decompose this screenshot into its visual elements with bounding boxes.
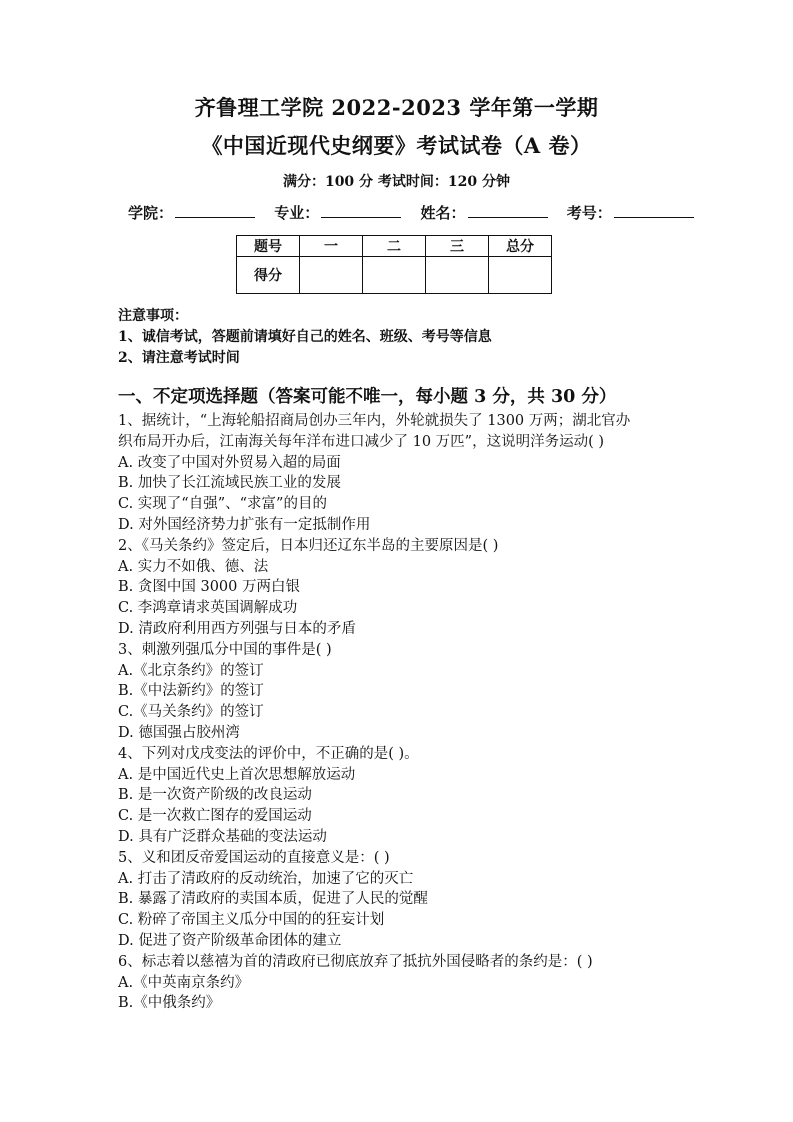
exam-no-blank[interactable]	[614, 203, 694, 218]
question-option: B. 是一次资产阶级的改良运动	[118, 787, 312, 804]
major-label: 专业：	[274, 204, 320, 222]
name-label: 姓名：	[420, 204, 466, 222]
notes-item: 2、请注意考试时间	[118, 350, 240, 366]
question-option: A. 是中国近代史上首次思想解放运动	[118, 766, 356, 783]
notes-block	[118, 306, 492, 369]
question-option: A. 打击了清政府的反动统治，加速了它的灭亡	[118, 870, 414, 887]
question-option: D. 德国强占胶州湾	[118, 724, 240, 741]
score-table-header: 总分	[489, 236, 552, 257]
exam-no-label: 考号：	[566, 204, 612, 222]
exam-title: 齐鲁理工学院 2022-2023 学年第一学期	[194, 95, 599, 120]
question-option: A.《北京条约》的签订	[118, 662, 264, 679]
exam-subtitle: 《中国近现代史纲要》考试试卷（A 卷）	[201, 133, 592, 158]
score-table-header: 题号	[237, 236, 300, 257]
question-option: C. 是一次救亡图存的爱国运动	[118, 808, 312, 825]
question-stem: 4、下列对戊戌变法的评价中，不正确的是( )。	[118, 745, 419, 762]
question-option: C. 李鸿章请求英国调解成功	[118, 600, 298, 617]
question-option: B.《中法新约》的签订	[118, 683, 264, 700]
score-table-header-row	[237, 236, 552, 257]
question-option: A. 实力不如俄、德、法	[118, 558, 269, 575]
score-cell[interactable]	[426, 257, 489, 294]
score-cell[interactable]	[363, 257, 426, 294]
notes-item: 1、诚信考试，答题前请填好自己的姓名、班级、考号等信息	[118, 329, 492, 345]
section-title: 一、不定项选择题（答案可能不唯一，每小题 3 分，共 30 分）	[118, 387, 617, 407]
question-stem: 织布局开办后，江南海关每年洋布进口减少了 10 万匹”，这说明洋务运动( )	[118, 433, 605, 450]
exam-meta: 满分：100 分 考试时间：120 分钟	[282, 174, 511, 190]
major-blank[interactable]	[321, 203, 401, 218]
question-option: C. 实现了“自强”、“求富”的目的	[118, 496, 327, 513]
question-option: C.《马关条约》的签订	[118, 704, 264, 721]
question-option: D. 对外国经济势力扩张有一定抵制作用	[118, 516, 371, 533]
question-stem: 1、据统计，“上海轮船招商局创办三年内，外轮就损失了 1300 万两；湖北官办	[118, 413, 631, 429]
question-option: D. 促进了资产阶级革命团体的建立	[118, 932, 342, 949]
question-stem: 2、《马关条约》签定后，日本归还辽东半岛的主要原因是( )	[118, 537, 499, 554]
score-table-score-row	[237, 257, 552, 294]
question-option: A.《中英南京条约》	[118, 974, 250, 991]
question-option: B. 暴露了清政府的卖国本质，促进了人民的觉醒	[118, 891, 428, 908]
score-table-header: 三	[426, 236, 489, 257]
score-row-label: 得分	[237, 257, 300, 294]
score-cell[interactable]	[489, 257, 552, 294]
question-option: B.《中俄条约》	[118, 995, 221, 1012]
student-info-fields	[128, 202, 688, 224]
score-cell[interactable]	[300, 257, 363, 294]
question-list	[118, 411, 683, 1014]
question-option: A. 改变了中国对外贸易入超的局面	[118, 454, 341, 471]
question-stem: 5、义和团反帝爱国运动的直接意义是：( )	[118, 849, 390, 866]
question-option: B. 加快了长江流域民族工业的发展	[118, 475, 341, 492]
question-option: B. 贪图中国 3000 万两白银	[118, 579, 300, 596]
score-table-header: 一	[300, 236, 363, 257]
question-option: C. 粉碎了帝国主义瓜分中国的的狂妄计划	[118, 912, 385, 929]
score-table	[236, 235, 552, 294]
question-stem: 6、标志着以慈禧为首的清政府已彻底放弃了抵抗外国侵略者的条约是：( )	[118, 953, 593, 970]
name-blank[interactable]	[468, 203, 548, 218]
notes-title: 注意事项：	[118, 308, 188, 324]
college-blank[interactable]	[175, 203, 255, 218]
college-label: 学院：	[128, 204, 174, 222]
question-option: D. 清政府利用西方列强与日本的矛盾	[118, 620, 356, 637]
score-table-header: 二	[363, 236, 426, 257]
question-stem: 3、刺激列强瓜分中国的事件是( )	[118, 641, 332, 658]
question-option: D. 具有广泛群众基础的变法运动	[118, 828, 327, 845]
